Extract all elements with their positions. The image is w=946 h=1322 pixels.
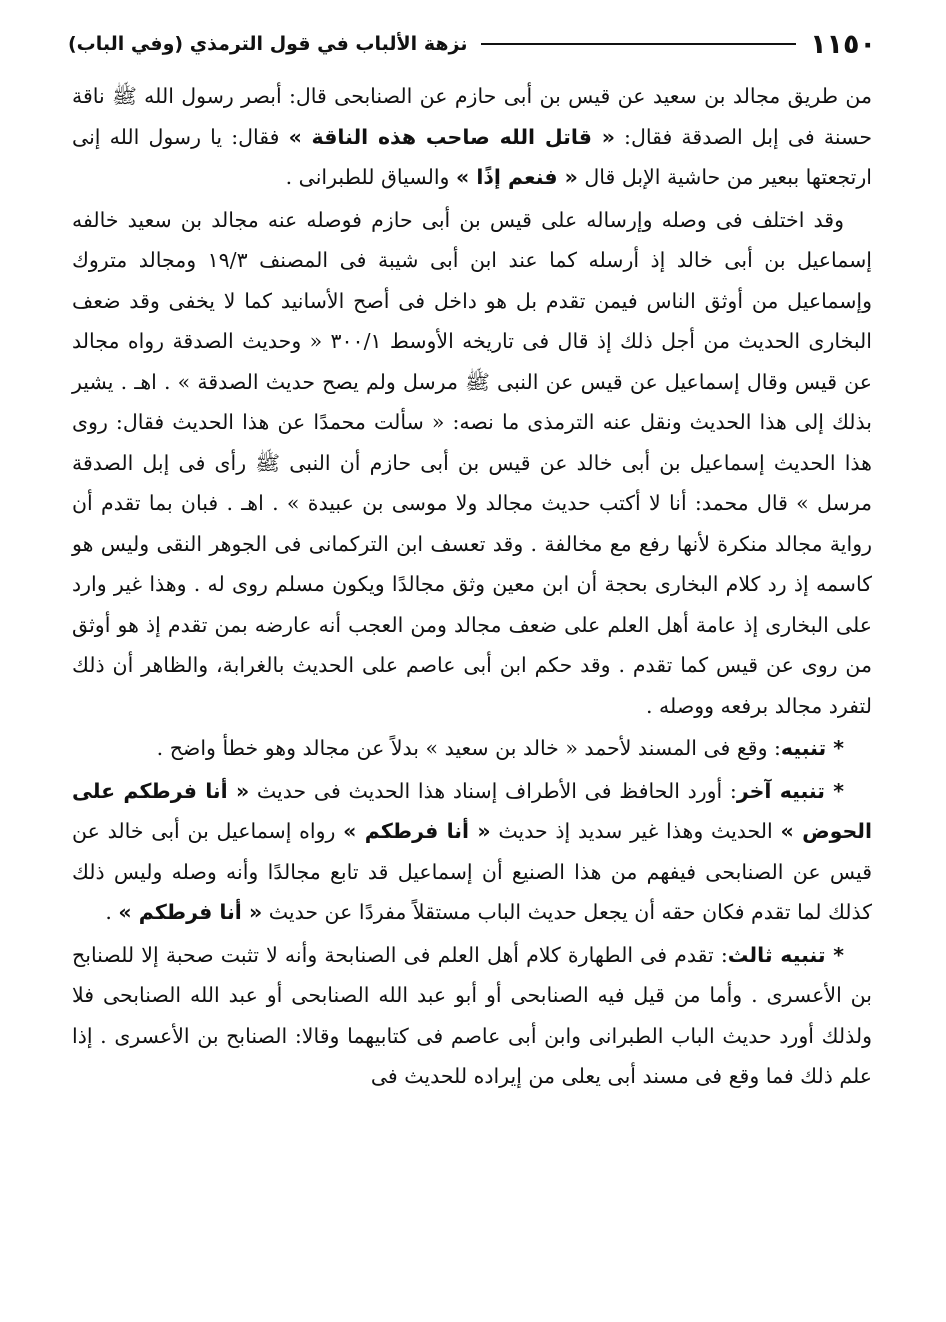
- quoted-hadith: « أنا فرطكم »: [343, 819, 491, 843]
- text-run: من طريق مجالد بن سعيد عن قيس بن أبى حازم عن الصنابحى قال: أبصر رسول الله ﷺ ناقة حسنة فى إبل الصدقة فقال:: [72, 84, 872, 149]
- page-number: ١١٥٠: [810, 28, 876, 60]
- text-run: فقال: يا رسول الله إنى ارتجعتها ببعير من حاشية الإبل قال: [72, 124, 872, 189]
- note-heading: * تنبيه ثالث: [727, 942, 844, 967]
- quoted-hadith: « أنا فرطكم »: [118, 900, 263, 924]
- text-run: : أورد الحافظ فى الأطراف إسناد هذا الحديث فى حديث: [249, 778, 737, 803]
- text-run: الحديث وهذا غير سديد إذ حديث: [490, 819, 781, 843]
- header-rule: [481, 43, 796, 45]
- quoted-hadith: « فنعم إذًا »: [455, 165, 578, 189]
- text-run: والسياق للطبرانى .: [285, 165, 456, 189]
- body-text: [72, 76, 872, 1097]
- paragraph-discussion: [72, 200, 872, 727]
- page-header: [68, 26, 876, 62]
- text-run: : وقع فى المسند لأحمد « خالد بن سعيد » بدلاً عن مجالد وهو خطأ واضح .: [156, 736, 781, 760]
- text-run: : تقدم فى الطهارة كلام أهل العلم فى الصنابحة وأنه لا تثبت صحبة إلا للصنابح بن الأعسرى . وأما من قيل فيه الصنابحى أو أبو عبد الله الصنابحى أو عبد الله الصنابحى فلا ولذلك أورد حديث الباب الطبرانى وابن أبى عاصم فى كتابيهما وقالا: الصنابح بن الأعسرى . إذا علم ذلك فما وقع فى مسند أبى يعلى من إيراده للحديث فى: [72, 942, 872, 1088]
- text-run: وقد اختلف فى وصله وإرساله على قيس بن أبى حازم فوصله عنه مجالد بن سعيد خالفه إسماعيل بن أبى خالد إذ أرسله كما عند ابن أبى شيبة فى المصنف ١٩/٣ ومجالد متروك وإسماعيل من أوثق الناس فيمن تقدم بل هو داخل فى أصح الأسانيد كما لا يخفى وقد ضعف البخارى الحديث من أجل ذلك إذ قال فى تاريخه الأوسط ٣٠٠/١ « وحديث الصدقة رواه مجالد عن قيس وقال إسماعيل عن قيس عن النبى ﷺ مرسل ولم يصح حديث الصدقة » . اهـ . يشير بذلك إلى هذا الحديث ونقل عنه الترمذى ما نصه: « سألت محمدًا عن هذا الحديث فقال: روى هذا الحديث إسماعيل بن أبى خالد عن قيس بن أبى حازم أن النبى ﷺ رأى فى إبل الصدقة مرسل » قال محمد: أنا لا أكتب حديث مجالد ولا موسى بن عبيدة » . اهـ . فبان بما تقدم أن رواية مجالد منكرة لأنها رفع مع مخالفة . وقد تعسف ابن التركمانى فى الجوهر النقى وليس هو كاسمه إذ رد كلام البخارى بحجة أن ابن معين وثق مجالدًا ويكون مسلم روى له . وهذا غير وارد على البخارى إذ عامة أهل العلم على ضعف مجالد ومن العجب أنه عارضه بمن تقدم إذ هو أوثق من روى عن قيس كما تقدم . وقد حكم ابن أبى عاصم على الحديث بالغرابة، والظاهر أن ذلك لتفرد مجالد برفعه ووصله .: [72, 207, 872, 718]
- text-run: .: [105, 900, 119, 924]
- quoted-hadith: « أنا فرطكم على الحوض »: [72, 778, 873, 843]
- paragraph-note-3: [72, 935, 872, 1097]
- quoted-hadith: « قاتل الله صاحب هذه الناقة »: [288, 124, 615, 149]
- running-title: نزهة الألباب في قول الترمذي (وفي الباب): [68, 33, 468, 55]
- paragraph-note-2: [72, 771, 872, 933]
- note-heading: * تنبيه: [780, 736, 844, 760]
- paragraph-note-1: [72, 728, 872, 769]
- note-heading: * تنبيه آخر: [736, 778, 844, 803]
- text-run: رواه إسماعيل بن أبى خالد عن قيس عن الصنابحى فيفهم من هذا الصنيع أن إسماعيل قد تابع مجالدًا وأنه وصله وليس ذلك كذلك لما تقدم فكان حقه أن يجعل حديث الباب مستقلاً مفردًا عن حديث: [72, 819, 872, 924]
- paragraph-hadith-text: [72, 76, 872, 198]
